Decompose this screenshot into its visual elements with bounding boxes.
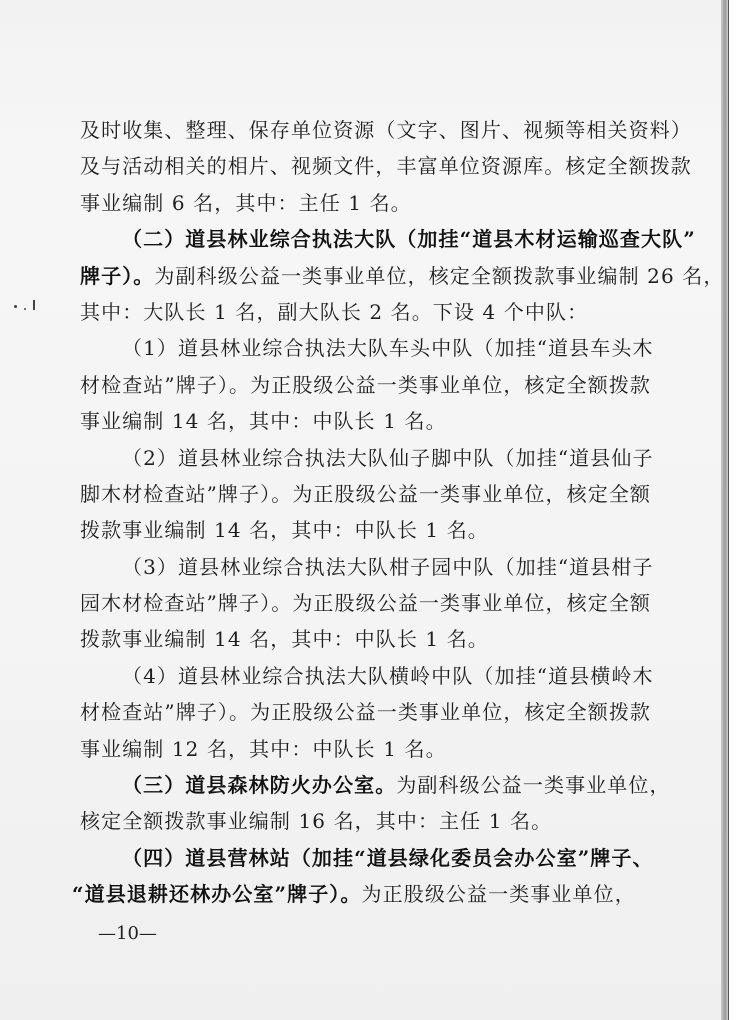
text-line — [80, 694, 670, 730]
heading-text: （三）道县森林防火办公室。 — [122, 773, 397, 798]
text-line — [72, 876, 670, 912]
sub-item-4 — [80, 658, 670, 694]
sub-item-1 — [80, 330, 670, 366]
document-body — [72, 112, 725, 913]
section-heading-2 — [80, 221, 696, 257]
text-line — [80, 185, 670, 221]
heading-text: （四）道县营林站（加挂“道县绿化委员会办公室”牌子、 — [122, 845, 654, 870]
line-text: 脚木材检查站”牌子）。为正股级公益一类事业单位，核定全额 — [80, 481, 652, 506]
text-line — [80, 803, 670, 839]
line-text: （4）道县林业综合执法大队横岭中队（加挂“道县横岭木 — [122, 663, 654, 688]
section-heading-3 — [80, 767, 670, 803]
line-text: 为副科级公益一类事业单位，核定全额拨款事业编制 26 名， — [154, 263, 725, 288]
text-line — [80, 258, 725, 294]
line-text: （1）道县林业综合执法大队车头中队（加挂“道县车头木 — [122, 336, 654, 361]
scan-speck — [24, 308, 26, 310]
text-line — [80, 403, 670, 439]
line-text: 为副科级公益一类事业单位， — [396, 773, 671, 798]
line-text: 为正股级公益一类事业单位， — [361, 882, 636, 907]
line-text: 其中：大队长 1 名，副大队长 2 名。下设 4 个中队： — [80, 299, 589, 324]
line-text: 及与活动相关的相片、视频文件，丰富单位资源库。核定全额拨款 — [80, 154, 692, 179]
text-line — [80, 294, 670, 330]
line-text: 拨款事业编制 14 名，其中：中队长 1 名。 — [80, 627, 489, 652]
scan-speck — [33, 300, 35, 310]
text-line — [80, 367, 670, 403]
line-text: 材检查站”牌子）。为正股级公益一类事业单位，核定全额拨款 — [80, 372, 652, 397]
scan-border — [728, 0, 742, 1020]
heading-text: （二）道县林业综合执法大队（加挂“道县木材运输巡查大队” — [122, 227, 696, 252]
text-line — [80, 148, 692, 184]
line-text: 园木材检查站”牌子）。为正股级公益一类事业单位，核定全额 — [80, 591, 652, 616]
line-text: 事业编制 14 名，其中：中队长 1 名。 — [80, 409, 447, 434]
text-line — [80, 112, 692, 148]
line-text: 拨款事业编制 14 名，其中：中队长 1 名。 — [80, 518, 489, 543]
sub-item-2 — [80, 440, 670, 476]
scan-speck — [14, 305, 17, 308]
heading-text: 牌子）。 — [80, 263, 155, 288]
line-text: 材检查站”牌子）。为正股级公益一类事业单位，核定全额拨款 — [80, 700, 652, 725]
text-line — [80, 731, 670, 767]
text-line — [80, 476, 670, 512]
section-heading-4 — [80, 840, 670, 876]
heading-text: “道县退耕还林办公室”牌子）。 — [72, 882, 362, 907]
line-text: 核定全额拨款事业编制 16 名，其中：主任 1 名。 — [80, 809, 553, 834]
line-text: （3）道县林业综合执法大队柑子园中队（加挂“道县柑子 — [122, 554, 654, 579]
line-text: 及时收集、整理、保存单位资源（文字、图片、视频等相关资料） — [80, 118, 692, 142]
line-text: 事业编制 6 名，其中：主任 1 名。 — [80, 190, 412, 215]
text-line — [80, 621, 670, 657]
page-edge-shadow — [721, 0, 728, 1020]
line-text: 事业编制 12 名，其中：中队长 1 名。 — [80, 736, 447, 761]
page-number: —10— — [98, 923, 157, 944]
sub-item-3 — [80, 549, 670, 585]
text-line — [80, 585, 670, 621]
line-text: （2）道县林业综合执法大队仙子脚中队（加挂“道县仙子 — [122, 445, 654, 470]
text-line — [80, 512, 670, 548]
